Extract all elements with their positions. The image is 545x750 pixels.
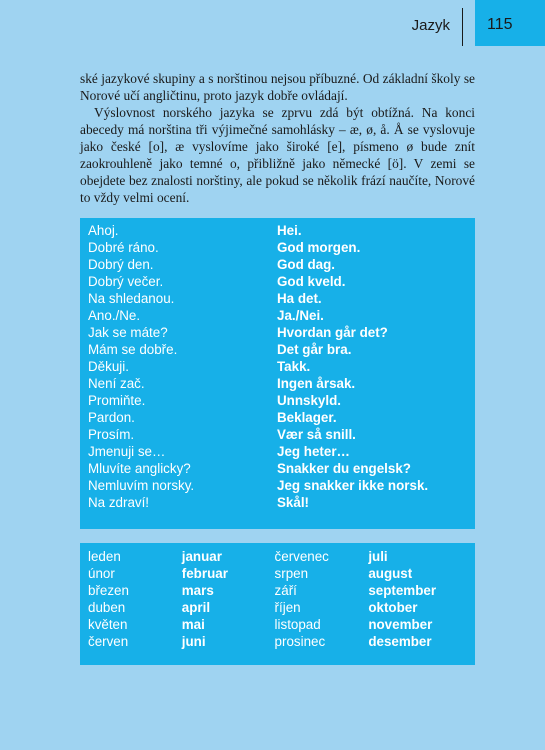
phrase-norwegian: Snakker du engelsk? [277,461,411,476]
month-norwegian: februar [181,566,228,581]
month-czech: květen [88,617,128,632]
phrase-row [88,307,467,324]
month-czech: prosinec [274,634,326,649]
phrase-czech: Nemluvím norsky. [88,478,195,493]
phrase-row [88,494,467,511]
phrase-row [88,341,467,358]
month-norwegian: august [368,566,413,581]
phrase-norwegian: Skål! [277,495,310,510]
phrase-czech: Ahoj. [88,223,119,238]
phrase-norwegian: Det går bra. [277,342,352,357]
phrase-czech: Mluvíte anglicky? [88,461,191,476]
phrase-czech: Jak se máte? [88,325,168,340]
month-norwegian: juli [368,549,388,564]
phrase-row [88,409,467,426]
phrase-czech: Na zdraví! [88,495,150,510]
month-norwegian: mai [181,617,205,632]
phrase-norwegian: Takk. [277,359,311,374]
phrase-czech: Dobrý den. [88,257,154,272]
phrase-norwegian: Jeg heter… [277,444,350,459]
month-czech: březen [88,583,129,598]
month-norwegian: november [368,617,433,632]
phrase-row [88,324,467,341]
phrase-norwegian: God kveld. [277,274,346,289]
phrase-row [88,290,467,307]
month-norwegian: juni [181,634,206,649]
month-row [88,582,467,599]
phrase-norwegian: God dag. [277,257,336,272]
phrase-norwegian: Hvordan går det? [277,325,388,340]
phrase-row [88,443,467,460]
month-czech: leden [88,549,121,564]
phrase-norwegian: Ja./Nei. [277,308,324,323]
month-row [88,616,467,633]
month-czech: říjen [274,600,301,615]
phrase-norwegian: Hei. [277,223,302,238]
month-czech: červen [88,634,129,649]
phrase-row [88,460,467,477]
month-czech: září [274,583,297,598]
phrase-row [88,358,467,375]
phrase-row [88,477,467,494]
phrase-row [88,375,467,392]
phrase-czech: Dobrý večer. [88,274,164,289]
phrase-norwegian: Jeg snakker ikke norsk. [277,478,429,493]
month-row [88,633,467,650]
phrase-czech: Mám se dobře. [88,342,178,357]
month-row [88,565,467,582]
phrase-czech: Na shledanou. [88,291,175,306]
page-number-box [475,0,545,46]
page-number: 115 [487,16,513,33]
phrase-norwegian: Ha det. [277,291,322,306]
month-norwegian: september [368,583,437,598]
phrase-row [88,392,467,409]
month-norwegian: mars [181,583,214,598]
phrase-norwegian: God morgen. [277,240,361,255]
paragraph: ské jazykové skupiny a s norštinou nejsou příbuzné. Od základní školy se Norové učí angličtinu, proto jazyk dobře ovládají. [80,71,475,103]
phrase-row [88,426,467,443]
phrase-czech: Děkuji. [88,359,129,374]
month-czech: červenec [274,549,329,564]
body-text [80,70,475,206]
phrase-czech: Pardon. [88,410,135,425]
phrase-row [88,239,467,256]
phrase-czech: Ano./Ne. [88,308,141,323]
header-divider [462,8,463,46]
month-czech: listopad [274,617,321,632]
month-norwegian: januar [181,549,222,564]
phrase-norwegian: Ingen årsak. [277,376,356,391]
phrase-norwegian: Vær så snill. [277,427,356,442]
phrase-czech: Promiňte. [88,393,146,408]
phrase-row [88,256,467,273]
month-row [88,599,467,616]
paragraph: Výslovnost norského jazyka se zprvu zdá být obtížná. Na konci abecedy má norština tři výjimečné samohlásky – æ, ø, å. Å se vyslovuje jako české [o], æ vyslovíme jako široké [e], písmeno ø bude znít zaokrouhleně jako temné o, přibližně jako německé [ö]. V zemi se obejdete bez znalosti norštiny, ale pokud se několik frází naučíte, Norové to vždy velmi ocení. [80,105,475,205]
phrase-row [88,222,467,239]
phrase-row [88,273,467,290]
month-norwegian: april [181,600,211,615]
month-czech: srpen [274,566,309,581]
phrase-norwegian: Unnskyld. [277,393,341,408]
month-norwegian: desember [368,634,432,649]
phrase-czech: Dobré ráno. [88,240,159,255]
month-row [88,548,467,565]
month-table [80,543,475,665]
month-czech: duben [88,600,126,615]
phrase-czech: Není zač. [88,376,145,391]
phrase-czech: Prosím. [88,427,135,442]
month-czech: únor [88,566,115,581]
month-norwegian: oktober [368,600,418,615]
phrase-czech: Jmenuji se… [88,444,166,459]
phrase-table [80,218,475,529]
phrase-norwegian: Beklager. [277,410,337,425]
page-header [0,0,545,46]
chapter-title: Jazyk [411,17,450,34]
